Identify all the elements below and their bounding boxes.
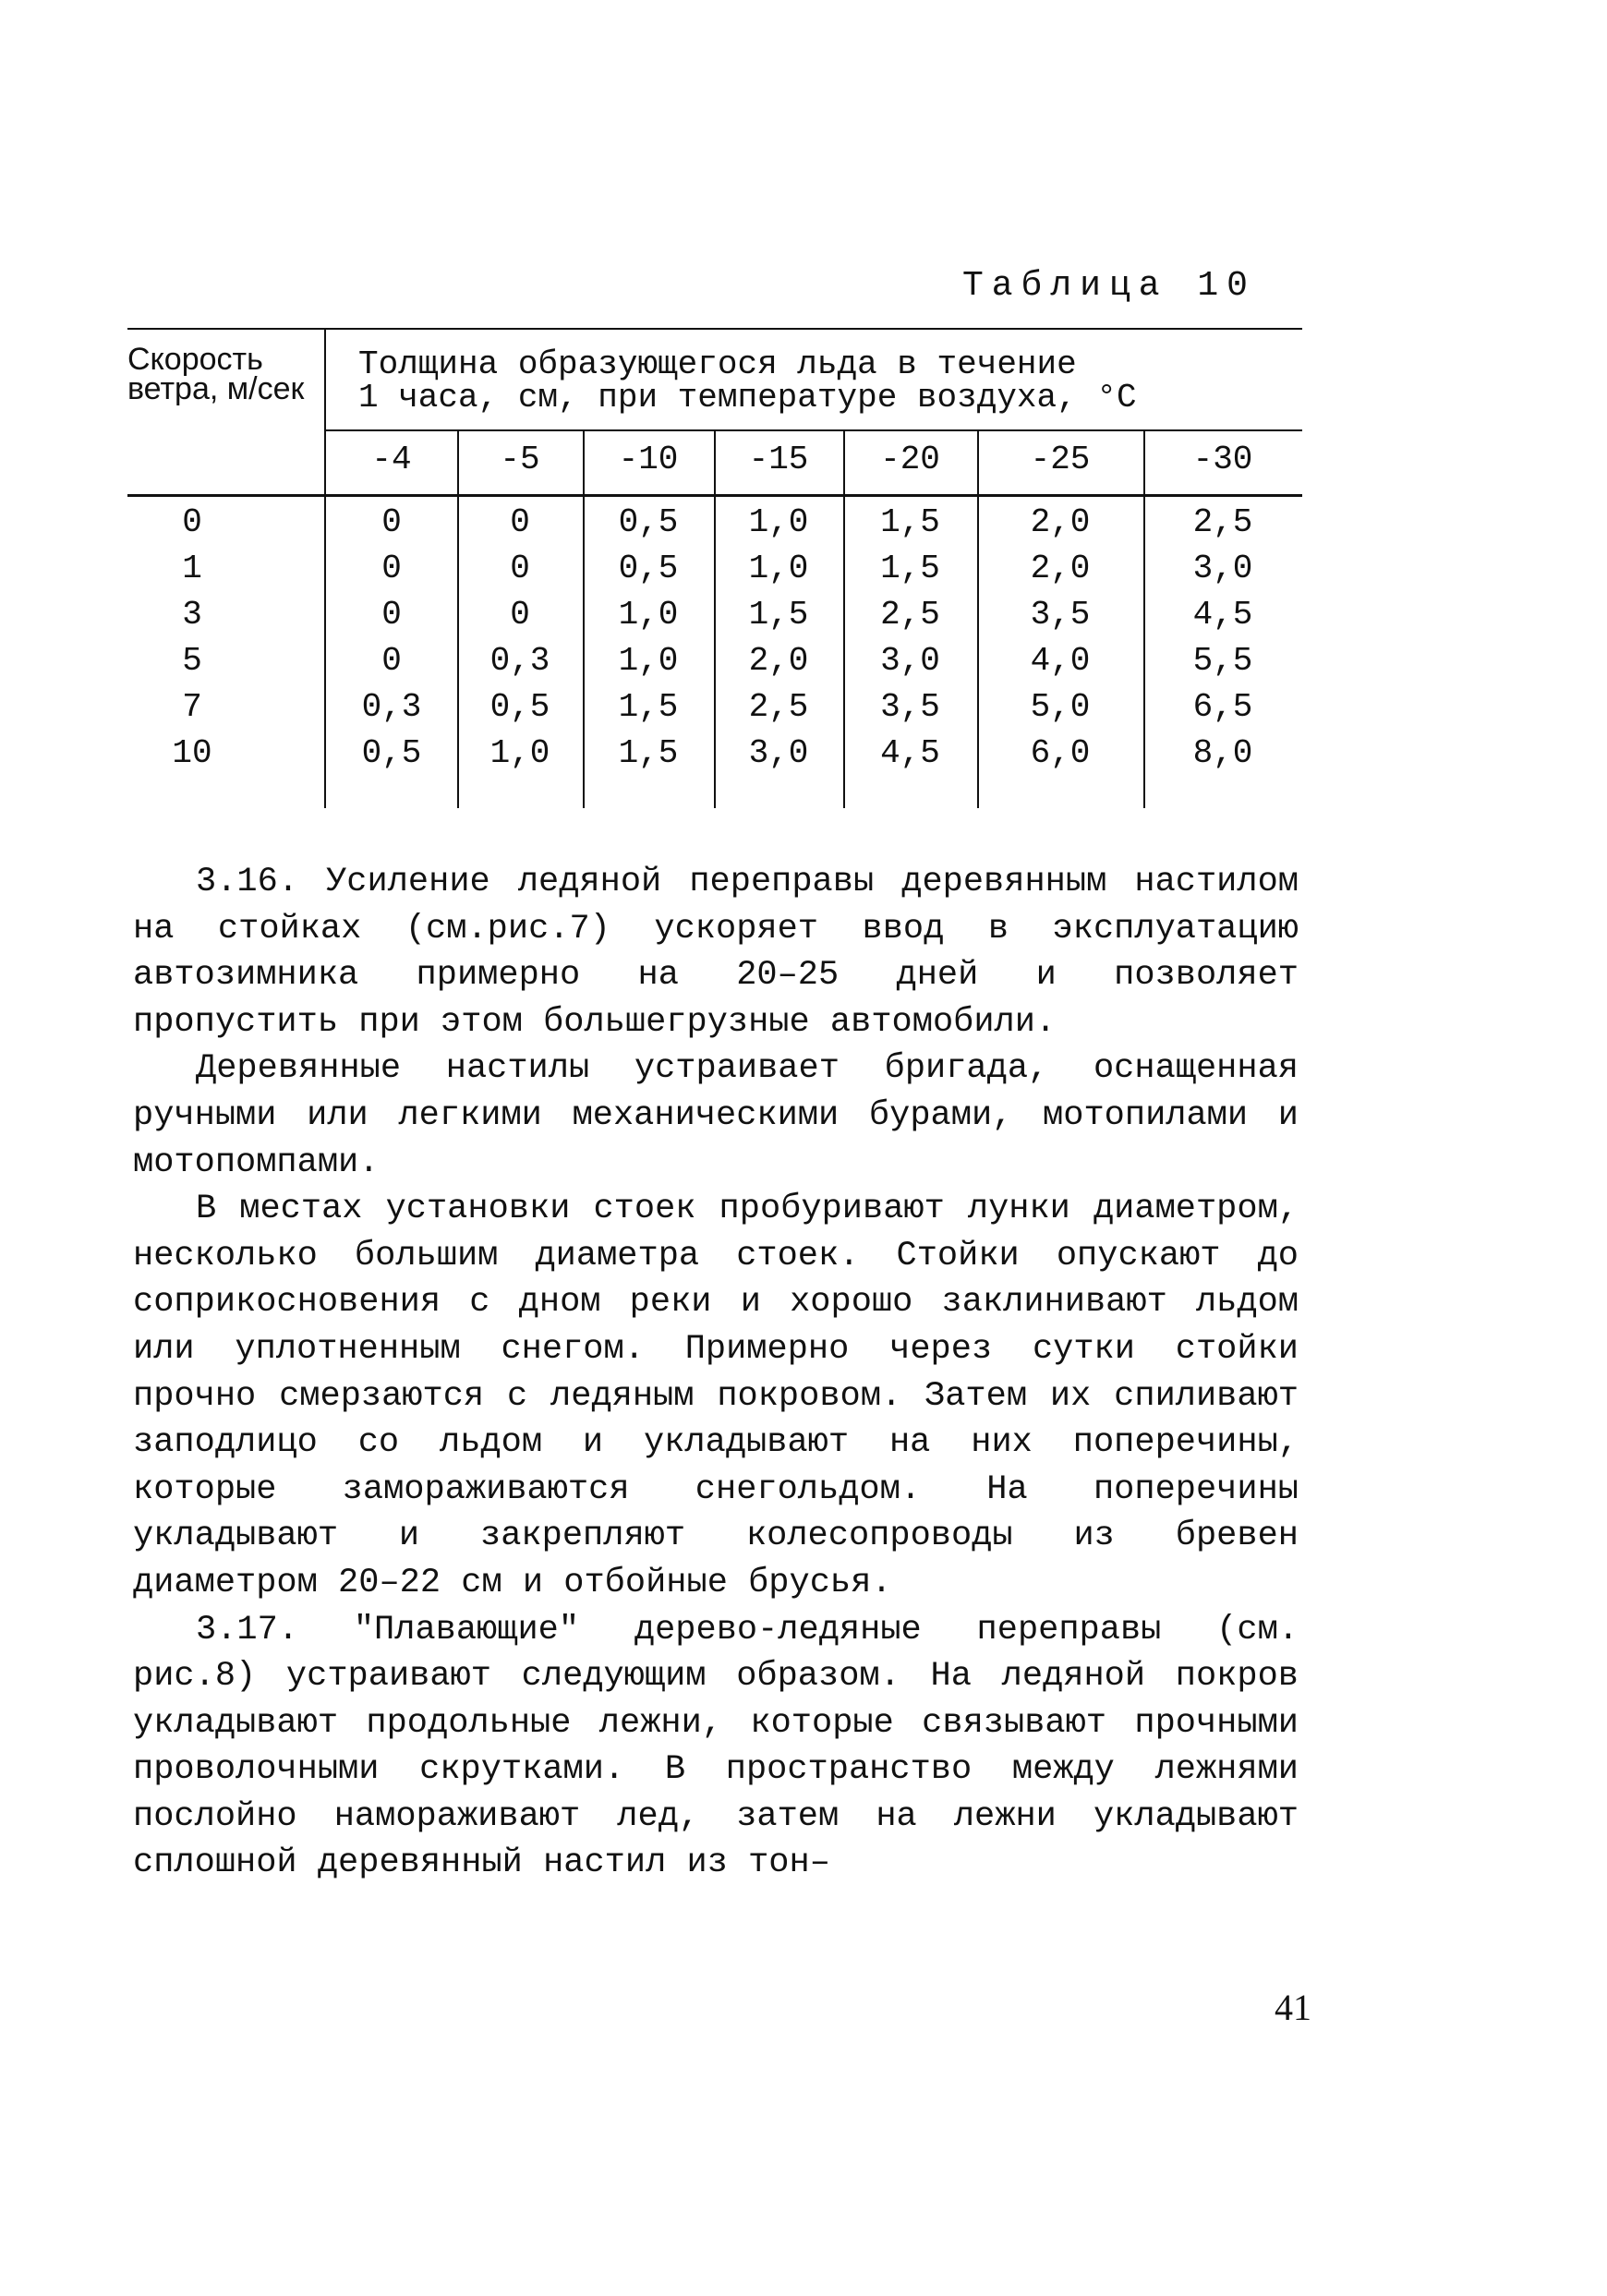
page-number: 41: [1275, 1987, 1311, 2028]
thickness-cell: 4,5: [880, 734, 940, 772]
thickness-cell: 3,5: [1030, 596, 1091, 634]
thickness-cell: 0,5: [361, 734, 422, 772]
thickness-cell: 0: [381, 596, 402, 634]
thickness-cell: 1,5: [748, 596, 809, 634]
temperature-header: -20: [880, 441, 940, 478]
thickness-cell: 0,3: [361, 688, 422, 726]
thickness-cell: 0: [381, 642, 402, 680]
thickness-cell: 1,5: [880, 503, 940, 541]
thickness-cell: 1,5: [618, 688, 679, 726]
thickness-cell: 8,0: [1192, 734, 1253, 772]
thickness-cell: 3,5: [880, 688, 940, 726]
thickness-cell: 5,5: [1192, 642, 1253, 680]
thickness-cell: 1,5: [618, 734, 679, 772]
ice-thickness-table: [127, 328, 1302, 808]
body-text: [133, 859, 1299, 1887]
ice-thickness-header: [358, 345, 1291, 417]
wind-speed-cell: 1: [182, 550, 202, 587]
temperature-header: -5: [500, 441, 540, 478]
thickness-cell: 1,0: [618, 596, 679, 634]
thickness-cell: 2,0: [748, 642, 809, 680]
thickness-cell: 4,5: [1192, 596, 1253, 634]
thickness-cell: 1,0: [748, 503, 809, 541]
paragraph-3-17: 3.17. "Плавающие" дерево-ледяные переправы (см. рис.8) устраивают следующим образом. На ледяной покров укладывают продольные лежни, которые связывают прочными проволочными скрутками. В пространство между лежнями послойно намораживают лед, затем на лежни укладывают сплошной деревянный настил из тон–: [133, 1610, 1299, 1883]
paragraph-3-16: 3.16. Усиление ледяной переправы деревянным настилом на стойках (см.рис.7) ускоряет ввод в эксплуатацию автозимника примерно на 20–25 дней и позволяет пропустить при этом большегрузные автомобили.: [133, 863, 1299, 1042]
temperature-header: -25: [1030, 441, 1091, 478]
thickness-cell: 6,0: [1030, 734, 1091, 772]
thickness-cell: 0: [510, 503, 530, 541]
unit-label: °C: [1096, 379, 1137, 417]
wind-speed-cell: 5: [182, 642, 202, 680]
thickness-cell: 6,5: [1192, 688, 1253, 726]
thickness-cell: 1,5: [880, 550, 940, 587]
paragraph-installation: В местах установки стоек пробуривают лунки диаметром, несколько большим диаметра стоек. Стойки опускают до соприкосновения с дном реки и хорошо заклинивают льдом или уплотненным снегом. Примерно через сутки стойки прочно смерзаются с ледяным покровом. Затем их спиливают заподлицо со льдом и укладывают на них поперечины, которые замораживаются снегольдом. На поперечины укладывают и закрепляют колесопроводы из бревен диаметром 20–22 см и отбойные брусья.: [133, 1190, 1299, 1602]
table-caption: Таблица 10: [961, 266, 1256, 306]
temperature-header: -10: [618, 441, 679, 478]
thickness-cell: 0: [381, 550, 402, 587]
thickness-cell: 0: [381, 503, 402, 541]
temperature-header: -30: [1192, 441, 1253, 478]
thickness-cell: 1,0: [489, 734, 550, 772]
header-line-2: 1 часа, см, при температуре воздуха, °C: [358, 379, 1137, 417]
temperature-header-rule: [326, 429, 1302, 431]
thickness-cell: 0,5: [489, 688, 550, 726]
thickness-cell: 3,0: [748, 734, 809, 772]
thickness-cell: 3,0: [880, 642, 940, 680]
wind-speed-cell: 10: [172, 734, 212, 772]
temperature-header: -15: [748, 441, 809, 478]
paragraph-wooden-decks: Деревянные настилы устраивает бригада, оснащенная ручными или легкими механическими бурами, мотопилами и мотопомпами.: [133, 1049, 1299, 1182]
wind-speed-cell: 0: [182, 503, 202, 541]
header-line-1: Толщина образующегося льда в течение: [358, 345, 1077, 383]
wind-speed-cell: 7: [182, 688, 202, 726]
thickness-cell: 5,0: [1030, 688, 1091, 726]
wind-speed-header: Скорость ветра, м/сек: [127, 342, 305, 406]
thickness-cell: 3,0: [1192, 550, 1253, 587]
thickness-cell: 2,5: [748, 688, 809, 726]
thickness-cell: 2,0: [1030, 503, 1091, 541]
thickness-cell: 0: [510, 596, 530, 634]
thickness-cell: 0: [510, 550, 530, 587]
temperature-header: -4: [371, 441, 412, 478]
thickness-cell: 0,5: [618, 550, 679, 587]
thickness-cell: 2,5: [1192, 503, 1253, 541]
thickness-cell: 1,0: [618, 642, 679, 680]
wind-speed-cell: 3: [182, 596, 202, 634]
thickness-cell: 2,0: [1030, 550, 1091, 587]
thickness-cell: 4,0: [1030, 642, 1091, 680]
thickness-cell: 1,0: [748, 550, 809, 587]
table-top-rule: [127, 328, 1302, 330]
thickness-cell: 0,5: [618, 503, 679, 541]
thickness-cell: 0,3: [489, 642, 550, 680]
thickness-cell: 2,5: [880, 596, 940, 634]
